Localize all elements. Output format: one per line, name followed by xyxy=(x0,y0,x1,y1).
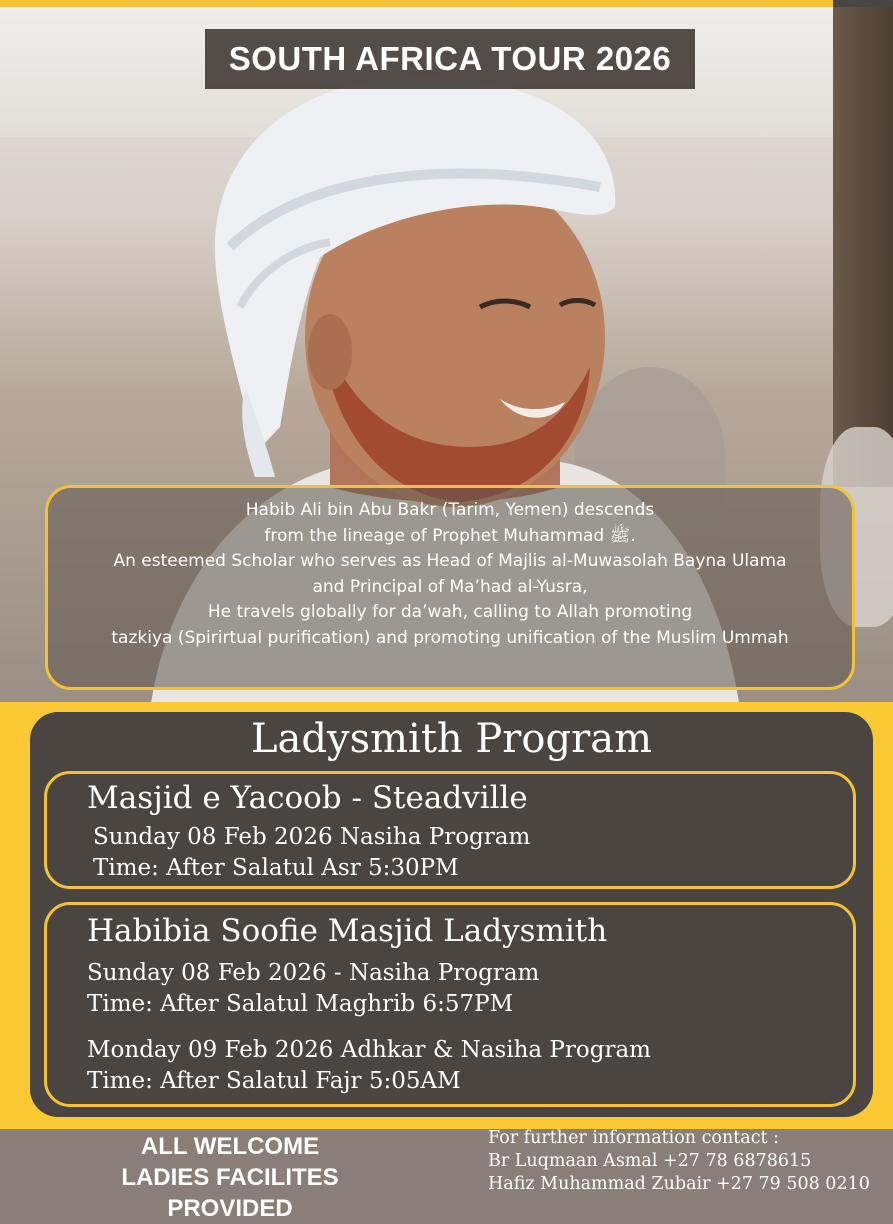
tour-title-banner: SOUTH AFRICA TOUR 2026 xyxy=(205,29,695,89)
bio-line: Habib Ali bin Abu Bakr (Tarim, Yemen) descends xyxy=(245,500,655,520)
top-accent-strip xyxy=(0,0,893,7)
venue-schedule-line: Sunday 08 Feb 2026 - Nasiha Program xyxy=(87,960,540,986)
bio-line: He travels globally for da’wah, calling to Allah promoting xyxy=(207,602,693,622)
venue-schedule-line: Monday 09 Feb 2026 Adhkar & Nasiha Program xyxy=(87,1037,651,1063)
venue-name: Masjid e Yacoob - Steadville xyxy=(87,780,528,816)
venue-schedule-line: Sunday 08 Feb 2026 Nasiha Program xyxy=(93,824,531,850)
venue-time-line: Time: After Salatul Fajr 5:05AM xyxy=(87,1068,461,1094)
bio-line: tazkiya (Spirirtual purification) and promoting unification of the Muslim Ummah xyxy=(111,627,789,648)
top-accent-strip-dark xyxy=(833,0,893,7)
venue-card xyxy=(44,902,856,1107)
contact-line: Br Luqmaan Asmal +27 78 6878615 xyxy=(488,1151,812,1171)
contact-line: Hafiz Muhammad Zubair +27 79 508 0210 xyxy=(488,1174,870,1194)
bio-line: from the lineage of Prophet Muhammad ﷺ. xyxy=(264,525,636,546)
welcome-notice xyxy=(60,1131,400,1224)
bio-line: An esteemed Scholar who serves as Head of Majlis al-Muwasolah Bayna Ulama xyxy=(113,551,787,571)
venue-card xyxy=(44,771,856,889)
portrait-photo xyxy=(0,7,893,710)
welcome-line: LADIES FACILITES PROVIDED xyxy=(121,1164,339,1222)
welcome-line: ALL WELCOME xyxy=(140,1133,320,1160)
venue-time-line: Time: After Salatul Asr 5:30PM xyxy=(93,855,459,881)
bio-box xyxy=(45,485,855,690)
contact-info xyxy=(488,1127,870,1196)
venue-time-line: Time: After Salatul Maghrib 6:57PM xyxy=(87,991,514,1017)
venue-name: Habibia Soofie Masjid Ladysmith xyxy=(87,913,608,949)
program-title: Ladysmith Program xyxy=(250,716,653,762)
contact-heading: For further information contact : xyxy=(488,1128,779,1148)
bio-line: and Principal of Ma’had al-Yusra, xyxy=(312,576,588,597)
